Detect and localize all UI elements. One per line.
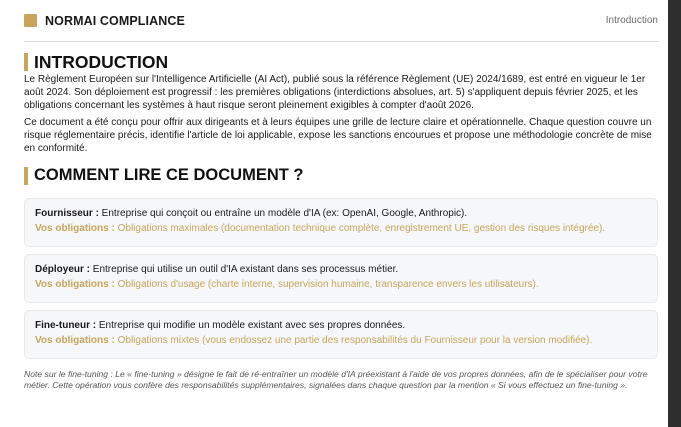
obligations-text: Obligations maximales (documentation technique complète, enregistrement UE, gestion des risques intégrée). xyxy=(114,222,606,234)
brand-name: NORMAI COMPLIANCE xyxy=(45,13,185,28)
role-term: Déployeur : xyxy=(35,263,91,275)
role-card-deployeur xyxy=(24,254,658,303)
role-definition-text: Entreprise qui modifie un modèle existant avec ses propres données. xyxy=(96,319,406,331)
role-obligations xyxy=(35,333,647,348)
obligations-text: Obligations d'usage (charte interne, supervision humaine, transparence envers les utilisateurs). xyxy=(114,278,539,290)
brand-logo-square xyxy=(24,14,37,27)
intro-title: INTRODUCTION xyxy=(24,53,658,71)
role-term: Fine-tuneur : xyxy=(35,319,97,331)
role-definition xyxy=(35,262,647,277)
obligations-text: Obligations mixtes (vous endossez une partie des responsabilités du Fournisseur pour la version modifiée). xyxy=(114,334,593,346)
header-section-label: Introduction xyxy=(605,15,658,26)
window-edge xyxy=(668,0,681,427)
role-card-fournisseur xyxy=(24,198,658,247)
role-card-fine-tuneur xyxy=(24,310,658,359)
obligations-label: Vos obligations : xyxy=(35,334,115,346)
obligations-label: Vos obligations : xyxy=(35,278,115,290)
role-term: Fournisseur : xyxy=(35,207,99,219)
role-obligations xyxy=(35,221,647,236)
obligations-label: Vos obligations : xyxy=(35,222,115,234)
role-obligations xyxy=(35,277,647,292)
role-definition-text: Entreprise qui conçoit ou entraîne un modèle d'IA (ex: OpenAI, Google, Anthropic). xyxy=(98,207,468,219)
role-cards xyxy=(24,198,658,359)
page-header xyxy=(24,0,658,42)
role-definition xyxy=(35,206,647,221)
how-to-read-title: COMMENT LIRE CE DOCUMENT ? xyxy=(24,167,658,184)
intro-paragraph-2: Ce document a été conçu pour offrir aux dirigeants et à leurs équipes une grille de lecture claire et opérationnelle. Chaque question couvre un risque réglementaire précis, identifie l'article de loi applicable, expose les sanctions encourues et propose une méthodologie concrète de mise en conformité. xyxy=(24,117,652,155)
role-definition-text: Entreprise qui utilise un outil d'IA existant dans ses processus métier. xyxy=(90,263,399,275)
brand xyxy=(24,14,185,28)
fine-tuning-note: Note sur le fine-tuning : Le « fine-tuning » désigne le fait de ré-entraîner un modèle d'IA préexistant à l'aide de vos propres données, afin de le spécialiser pour votre métier. Cette opération vous confère des responsabilités supplémentaires, signalées dans chaque question par la mention « Si vous effectuez un fine-tuning ». xyxy=(24,368,648,390)
role-definition xyxy=(35,318,647,333)
intro-paragraph-1: Le Règlement Européen sur l'Intelligence Artificielle (AI Act), publié sous la référence Règlement (UE) 2024/1689, est entré en vigueur le 1er août 2024. Son déploiement est progressif : les premières obligations (interdictions absolues, art. 5) s'appliquent depuis février 2025, et les obligations concernant les systèmes à haut risque seront pleinement exigibles à compter d'août 2026. xyxy=(24,74,646,112)
